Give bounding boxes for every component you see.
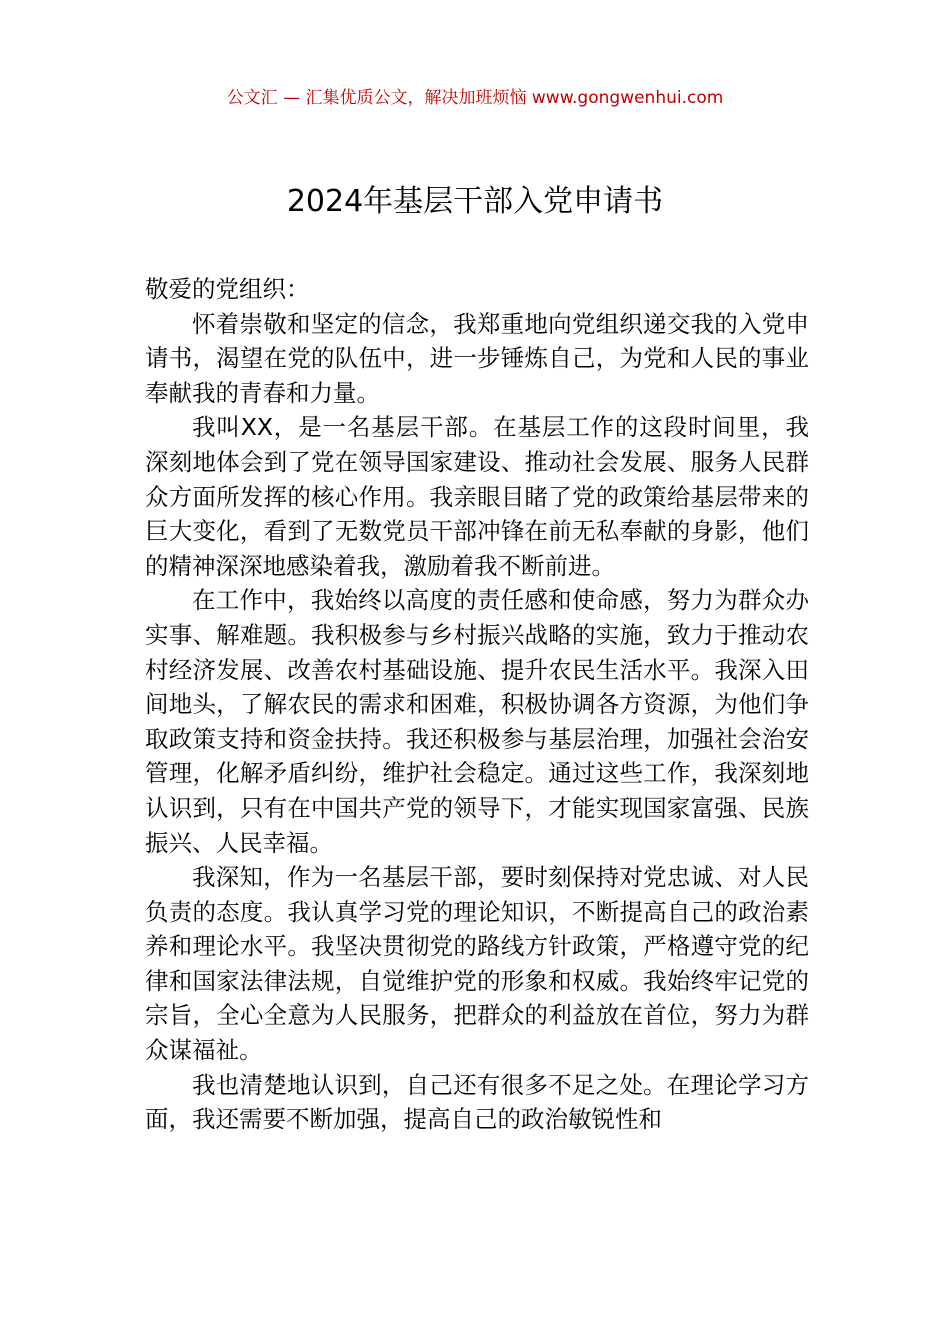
- paragraph-1: 怀着崇敬和坚定的信念，我郑重地向党组织递交我的入党申请书，渴望在党的队伍中，进一步锤炼自己，为党和人民的事业奉献我的青春和力量。: [145, 309, 809, 407]
- document-body: [145, 272, 809, 1137]
- paragraph-5: 我也清楚地认识到，自己还有很多不足之处。在理论学习方面，我还需要不断加强，提高自己的政治敏锐性和: [145, 1070, 809, 1134]
- paragraph-4: 我深知，作为一名基层干部，要时刻保持对党忠诚、对人民负责的态度。我认真学习党的理论知识，不断提高自己的政治素养和理论水平。我坚决贯彻党的路线方针政策，严格遵守党的纪律和国家法律法规，自觉维护党的形象和权威。我始终牢记党的宗旨，全心全意为人民服务，把群众的利益放在首位，努力为群众谋福祉。: [145, 863, 809, 1065]
- salutation: 敬爱的党组织：: [145, 275, 310, 303]
- page-title: 2024年基层干部入党申请书: [286, 184, 664, 219]
- paragraph-2: 我叫XX，是一名基层干部。在基层工作的这段时间里，我深刻地体会到了党在领导国家建设、推动社会发展、服务人民群众方面所发挥的核心作用。我亲眼目睹了党的政策给基层带来的巨大变化，看到了无数党员干部冲锋在前无私奉献的身影，他们的精神深深地感染着我，激励着我不断前进。: [145, 413, 809, 580]
- header-banner[interactable]: 公文汇 — 汇集优质公文，解决加班烦恼 www.gongwenhui.com: [226, 88, 724, 108]
- paragraph-3: 在工作中，我始终以高度的责任感和使命感，努力为群众办实事、解难题。我积极参与乡村振兴战略的实施，致力于推动农村经济发展、改善农村基础设施、提升农民生活水平。我深入田间地头，了解农民的需求和困难，积极协调各方资源，为他们争取政策支持和资金扶持。我还积极参与基层治理，加强社会治安管理，化解矛盾纠纷，维护社会稳定。通过这些工作，我深刻地认识到，只有在中国共产党的领导下，才能实现国家富强、民族振兴、人民幸福。: [145, 586, 809, 857]
